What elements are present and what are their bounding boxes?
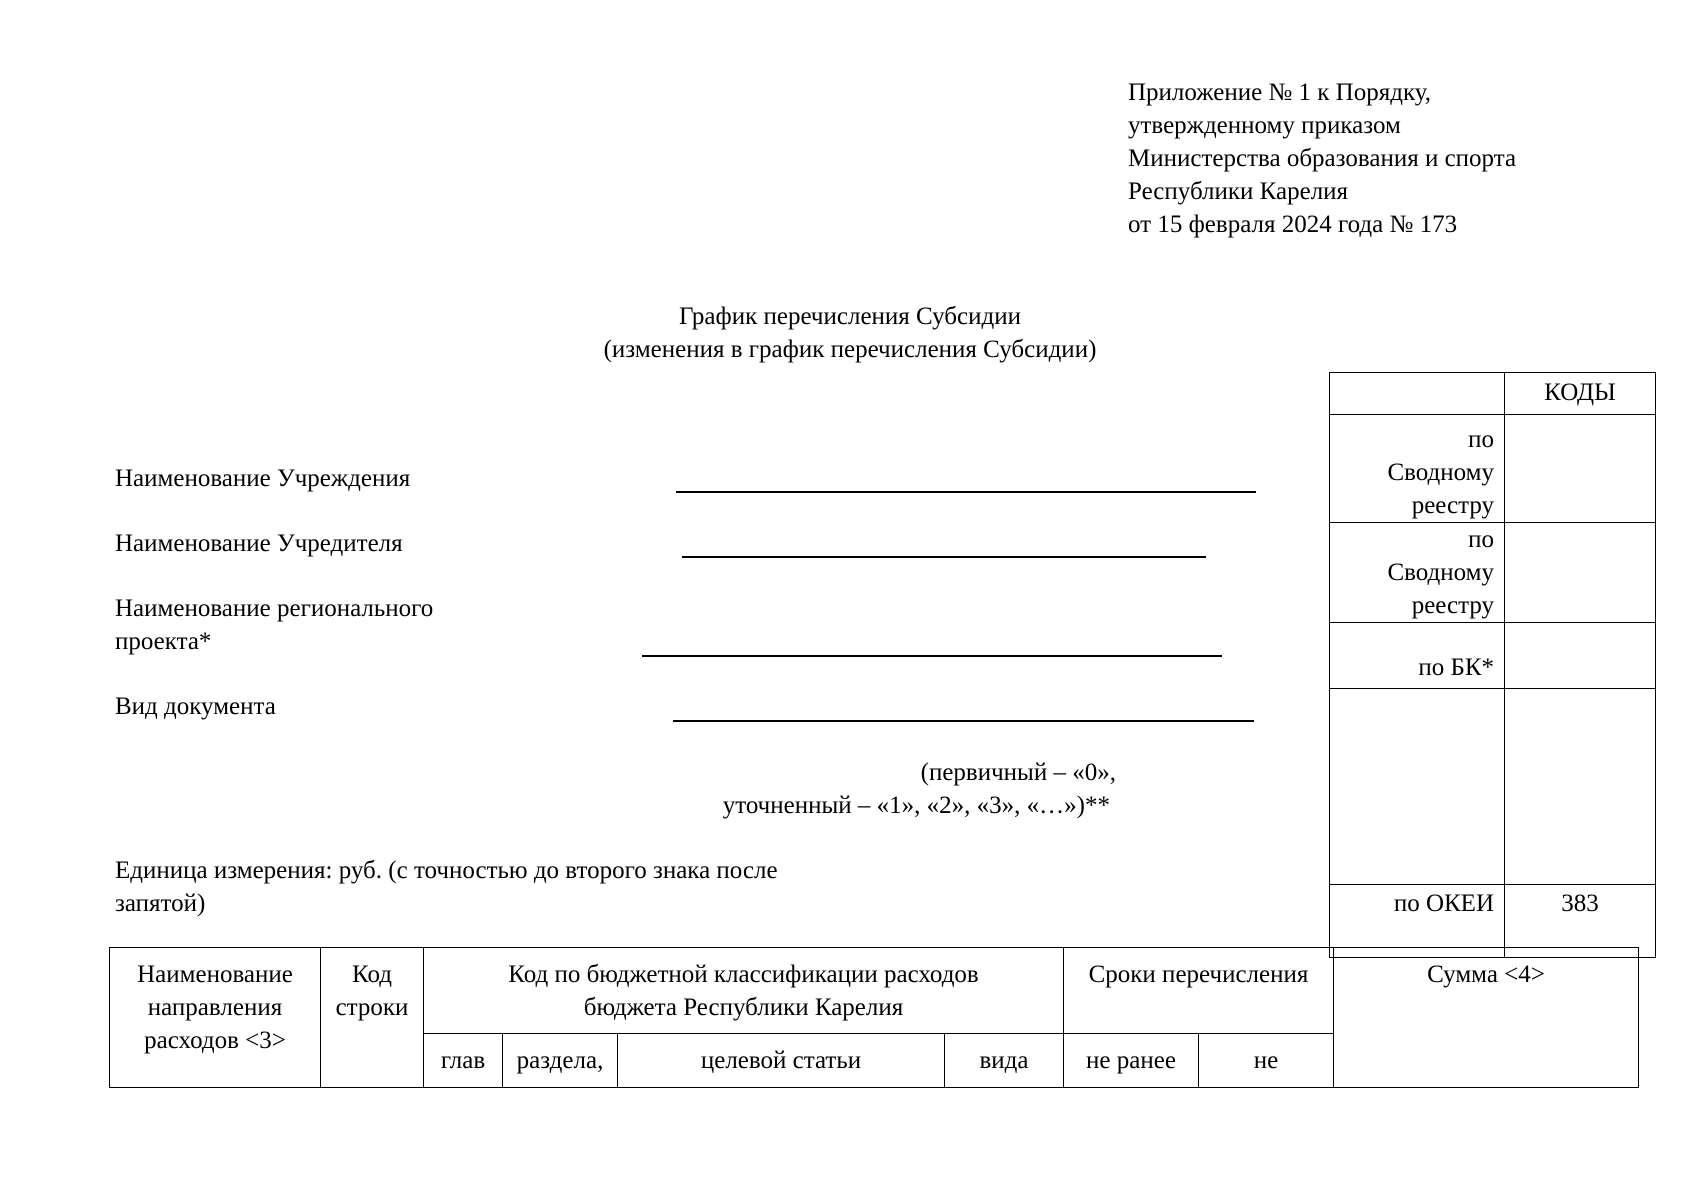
institution-field[interactable] [676, 491, 1256, 493]
project-label-line2: проекта* [115, 628, 212, 655]
institution-label: Наименование Учреждения [115, 465, 411, 492]
approval-line: Министерства образования и спорта [1128, 145, 1517, 172]
approval-block [1128, 76, 1648, 241]
title-sub: (изменения в график перечисления Субсидии) [603, 336, 1097, 363]
sub-col-glav: глав [424, 1034, 503, 1088]
codes-svod-value-1[interactable] [1505, 415, 1656, 523]
sub-col-vid: вида [945, 1034, 1064, 1088]
codes-bk-label: по БК* [1330, 623, 1505, 689]
codes-empty-label [1330, 689, 1505, 885]
col-sum-header: Сумма <4> [1334, 948, 1639, 1088]
codes-okei-label: по ОКЕИ [1330, 885, 1505, 958]
codes-empty-value[interactable] [1505, 689, 1656, 885]
doc-type-field[interactable] [673, 720, 1254, 722]
codes-svod-value-2[interactable] [1505, 523, 1656, 623]
col-budget-header: Код по бюджетной классификации расходов бюджета Республики Карелия [424, 948, 1064, 1034]
approval-line: от 15 февраля 2024 года № 173 [1128, 211, 1458, 238]
codes-svod-label-2: по Сводному реестру [1330, 523, 1505, 623]
approval-line: Приложение № 1 к Порядку, [1128, 79, 1431, 106]
codes-table [1329, 372, 1656, 958]
approval-line: утвержденному приказом [1128, 112, 1401, 139]
col-direction-header: Наименование направления расходов <3> [110, 948, 321, 1088]
sub-col-not-later: не [1199, 1034, 1334, 1088]
founder-field[interactable] [682, 556, 1206, 558]
sub-col-razdel: раздела, [503, 1034, 618, 1088]
codes-svod-label-1: по Сводному реестру [1330, 415, 1505, 523]
approval-line: Республики Карелия [1128, 178, 1349, 205]
project-field[interactable] [642, 655, 1222, 657]
codes-header-blank [1330, 373, 1505, 415]
unit-note-line1: Единица измерения: руб. (с точностью до второго знака после [115, 857, 778, 884]
transfer-schedule-table [109, 947, 1639, 1088]
col-row-code-header: Код строки [321, 948, 424, 1088]
doc-type-hint-line1: (первичный – «0», [920, 759, 1116, 786]
project-label-line1: Наименование регионального [115, 595, 434, 622]
unit-note [115, 854, 935, 920]
sub-col-celevaya: целевой статьи [618, 1034, 945, 1088]
codes-header: КОДЫ [1505, 373, 1656, 415]
sub-col-not-earlier: не ранее [1064, 1034, 1199, 1088]
title-main: График перечисления Субсидии [679, 303, 1021, 330]
col-terms-header: Сроки перечисления [1064, 948, 1334, 1034]
codes-bk-value[interactable] [1505, 623, 1656, 689]
document-title [400, 300, 1300, 366]
unit-note-line2: запятой) [115, 890, 206, 917]
doc-type-hint-line2: уточненный – «1», «2», «3», «…»)** [722, 792, 1110, 819]
codes-okei-value: 383 [1505, 885, 1656, 958]
doc-type-label: Вид документа [115, 693, 276, 720]
founder-label: Наименование Учредителя [115, 530, 403, 557]
